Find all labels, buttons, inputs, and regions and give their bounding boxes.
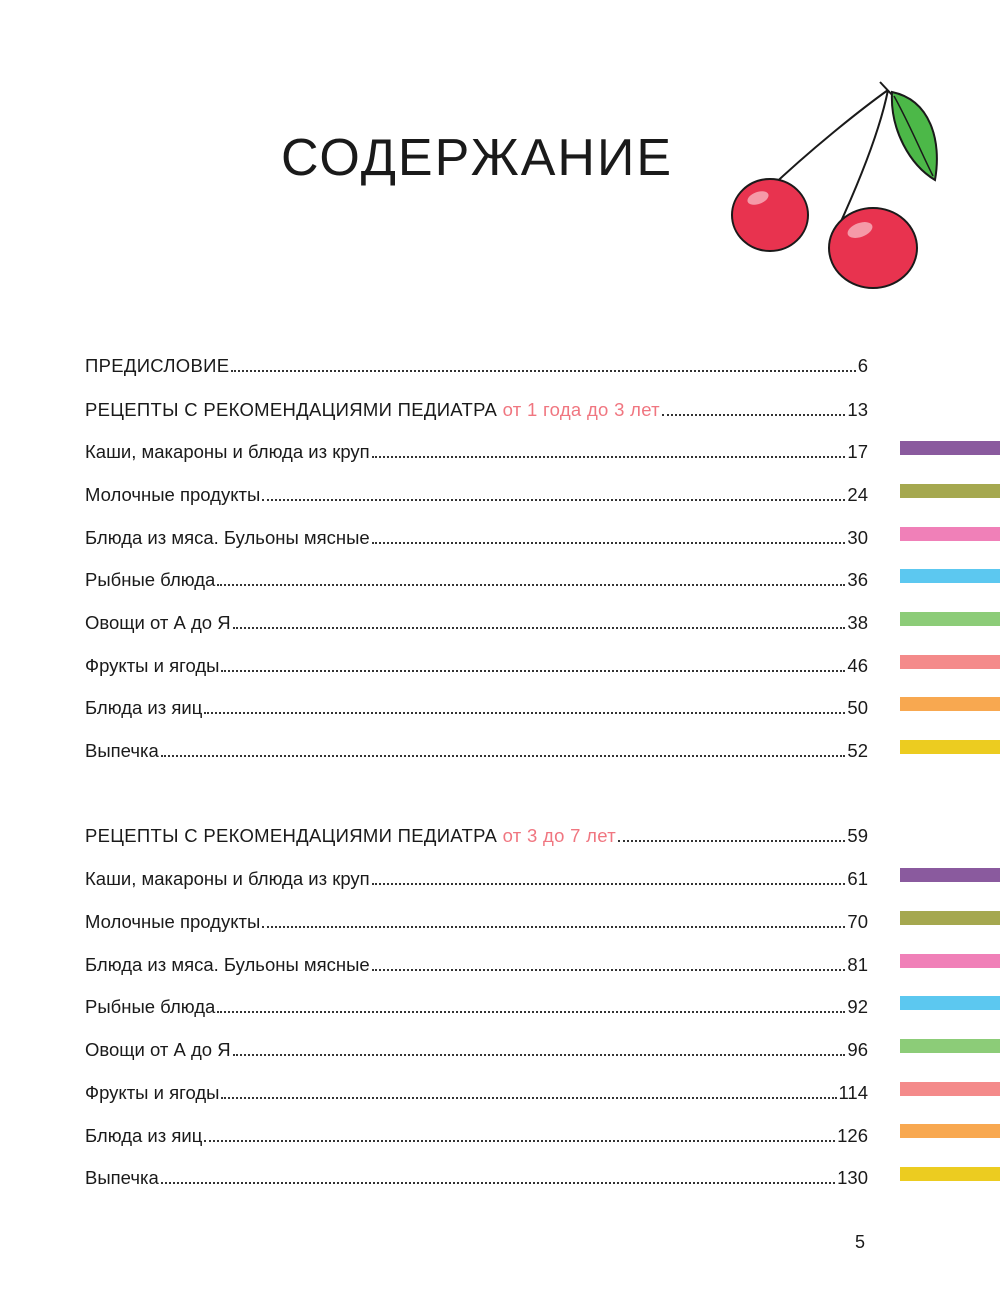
toc-page: 70 bbox=[847, 911, 868, 932]
page-title: СОДЕРЖАНИЕ bbox=[280, 129, 674, 187]
color-tab-blue bbox=[900, 569, 1000, 583]
section-heading: РЕЦЕПТЫ С РЕКОМЕНДАЦИЯМИ ПЕДИАТРА bbox=[85, 825, 498, 846]
toc-item[interactable] bbox=[85, 690, 868, 720]
leader-dots bbox=[233, 626, 846, 629]
toc-item[interactable] bbox=[85, 648, 868, 678]
toc-item[interactable] bbox=[85, 434, 868, 464]
toc-preface[interactable] bbox=[85, 348, 868, 378]
toc-label: Блюда из яиц bbox=[85, 697, 203, 718]
toc-page: 130 bbox=[837, 1167, 868, 1188]
leader-dots bbox=[161, 754, 846, 757]
toc-label: Овощи от А до Я bbox=[85, 612, 231, 633]
toc-page: 52 bbox=[847, 740, 868, 761]
toc-page: 24 bbox=[847, 484, 868, 505]
toc-item[interactable] bbox=[85, 1118, 868, 1148]
toc-item[interactable] bbox=[85, 562, 868, 592]
color-tab-pink bbox=[900, 527, 1000, 541]
toc-label: Выпечка bbox=[85, 1167, 159, 1188]
toc-label: Рыбные блюда bbox=[85, 569, 216, 590]
leader-dots bbox=[372, 455, 846, 458]
leader-dots bbox=[662, 413, 845, 416]
leader-dots bbox=[221, 1096, 836, 1099]
toc-page: 96 bbox=[847, 1039, 868, 1060]
leader-dots bbox=[372, 882, 846, 885]
toc-item[interactable] bbox=[85, 733, 868, 763]
color-tab-yellow bbox=[900, 1167, 1000, 1181]
color-tab-purple bbox=[900, 868, 1000, 882]
toc-page: 30 bbox=[847, 527, 868, 548]
toc-item[interactable] bbox=[85, 989, 868, 1019]
toc-page: 61 bbox=[847, 868, 868, 889]
toc-page: 13 bbox=[847, 399, 868, 420]
leader-dots bbox=[262, 925, 845, 928]
leader-dots bbox=[372, 541, 846, 544]
toc-page: 126 bbox=[837, 1125, 868, 1146]
color-tab-green bbox=[900, 1039, 1000, 1053]
toc-label: Блюда из мяса. Бульоны мясные bbox=[85, 954, 370, 975]
toc-item[interactable] bbox=[85, 520, 868, 550]
toc-item[interactable] bbox=[85, 947, 868, 977]
toc-page: 50 bbox=[847, 697, 868, 718]
color-tab-olive bbox=[900, 484, 1000, 498]
toc-page: 6 bbox=[857, 355, 868, 376]
toc-item[interactable] bbox=[85, 904, 868, 934]
toc-page: 59 bbox=[847, 825, 868, 846]
leader-dots bbox=[161, 1181, 835, 1184]
toc-label: Блюда из мяса. Бульоны мясные bbox=[85, 527, 370, 548]
color-tab-olive bbox=[900, 911, 1000, 925]
color-tab-salmon bbox=[900, 1082, 1000, 1096]
age-range: от 3 до 7 лет bbox=[502, 825, 616, 846]
toc-item[interactable] bbox=[85, 605, 868, 635]
toc-page: 17 bbox=[847, 441, 868, 462]
toc-label: Блюда из яиц bbox=[85, 1125, 203, 1146]
color-tab-purple bbox=[900, 441, 1000, 455]
color-tab-pink bbox=[900, 954, 1000, 968]
color-tab-orange bbox=[900, 697, 1000, 711]
toc-label: Молочные продукты bbox=[85, 911, 261, 932]
toc-label: Каши, макароны и блюда из круп bbox=[85, 441, 370, 462]
toc-item[interactable] bbox=[85, 1032, 868, 1062]
toc-section-1-heading[interactable] bbox=[85, 392, 868, 422]
toc-label: Рыбные блюда bbox=[85, 996, 216, 1017]
leader-dots bbox=[231, 369, 855, 372]
leader-dots bbox=[217, 1010, 845, 1013]
color-tab-yellow bbox=[900, 740, 1000, 754]
toc-page: 46 bbox=[847, 655, 868, 676]
toc-label: Фрукты и ягоды bbox=[85, 1082, 220, 1103]
toc-label: Фрукты и ягоды bbox=[85, 655, 220, 676]
color-tab-orange bbox=[900, 1124, 1000, 1138]
toc-page: 81 bbox=[847, 954, 868, 975]
color-tab-green bbox=[900, 612, 1000, 626]
section-heading: РЕЦЕПТЫ С РЕКОМЕНДАЦИЯМИ ПЕДИАТРА bbox=[85, 399, 498, 420]
color-tab-blue bbox=[900, 996, 1000, 1010]
toc-page: 92 bbox=[847, 996, 868, 1017]
leader-dots bbox=[372, 968, 846, 971]
toc-page: 114 bbox=[838, 1082, 868, 1103]
toc-page: 38 bbox=[847, 612, 868, 633]
toc-page: 36 bbox=[847, 569, 868, 590]
leader-dots bbox=[204, 711, 845, 714]
toc-label: Овощи от А до Я bbox=[85, 1039, 231, 1060]
leader-dots bbox=[618, 839, 845, 842]
toc-label: Каши, макароны и блюда из круп bbox=[85, 868, 370, 889]
leader-dots bbox=[233, 1053, 846, 1056]
toc-label: Молочные продукты bbox=[85, 484, 261, 505]
age-range: от 1 года до 3 лет bbox=[502, 399, 660, 420]
toc-item[interactable] bbox=[85, 477, 868, 507]
leader-dots bbox=[221, 669, 845, 672]
leader-dots bbox=[217, 583, 845, 586]
toc-item[interactable] bbox=[85, 1075, 868, 1105]
toc-label: ПРЕДИСЛОВИЕ bbox=[85, 355, 230, 376]
leader-dots bbox=[262, 498, 845, 501]
toc-item[interactable] bbox=[85, 861, 868, 891]
cherry-illustration bbox=[720, 70, 950, 300]
color-tab-salmon bbox=[900, 655, 1000, 669]
page-number: 5 bbox=[855, 1232, 866, 1252]
toc-item[interactable] bbox=[85, 1160, 868, 1190]
leader-dots bbox=[204, 1139, 835, 1142]
toc-section-2-heading[interactable] bbox=[85, 818, 868, 848]
toc-label: Выпечка bbox=[85, 740, 159, 761]
